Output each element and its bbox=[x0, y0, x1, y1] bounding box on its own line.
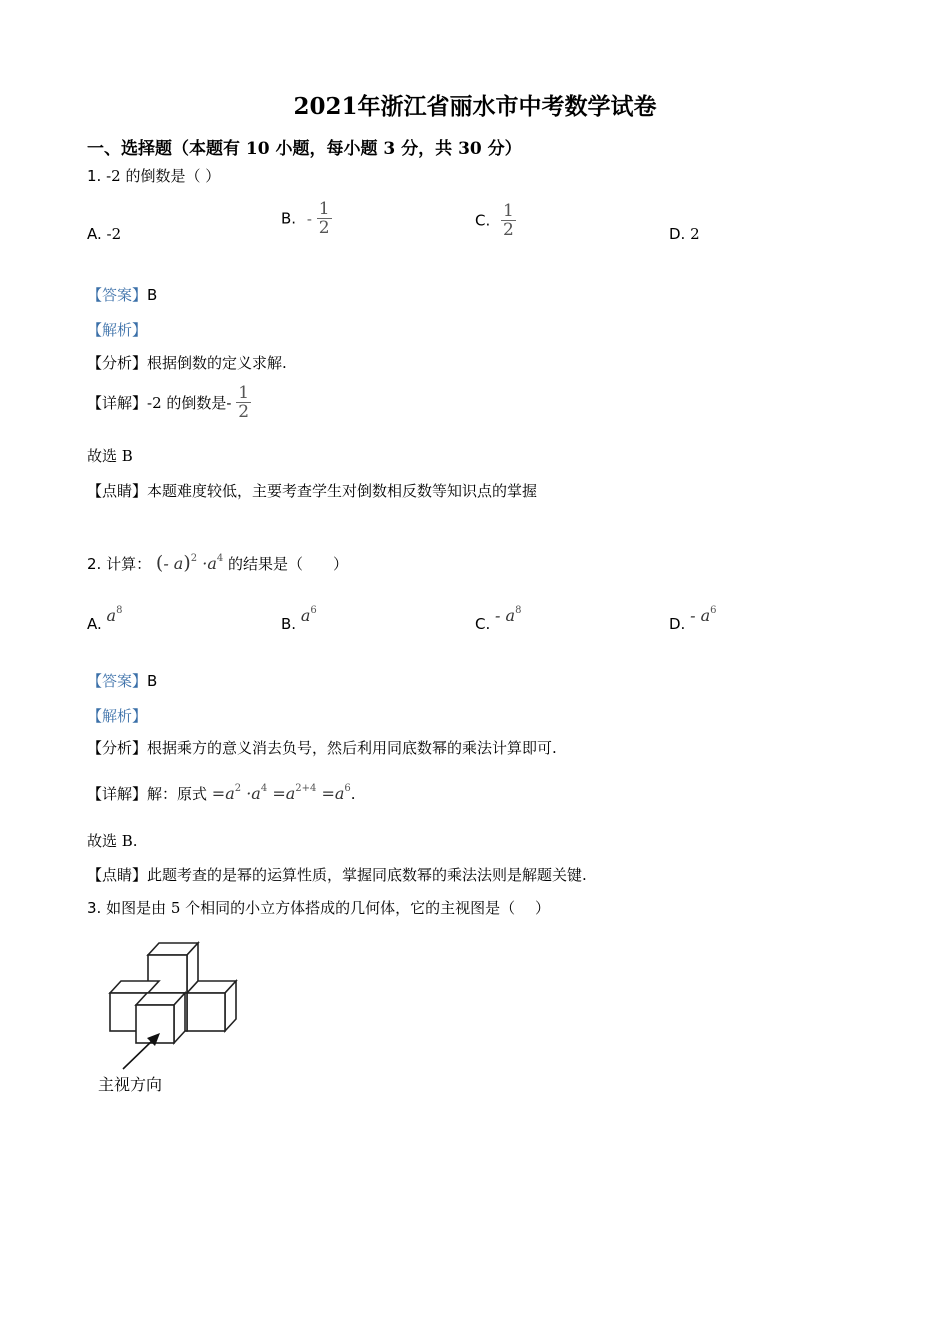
q2-answer-tag: 【答案】 bbox=[87, 672, 148, 690]
q2-xj-e4: 6 bbox=[344, 783, 351, 794]
q1-answer bbox=[87, 284, 157, 305]
q2-option-b-expr bbox=[301, 606, 317, 625]
q2-expr-dot: ·a bbox=[202, 554, 217, 573]
q2-xiangjie bbox=[87, 783, 356, 804]
q1-option-c-numerator: 1 bbox=[503, 201, 514, 221]
q1-option-b-fraction bbox=[317, 200, 332, 237]
q1-option-a-value: -2 bbox=[106, 225, 122, 243]
q1-text: -2 的倒数是（ ） bbox=[106, 167, 221, 185]
q1-xiangjie-text: 【详解】-2 的倒数是- bbox=[87, 394, 232, 412]
q3-figure-caption: 主视方向 bbox=[98, 1075, 163, 1094]
q2-option-c-base: - a bbox=[495, 606, 516, 625]
q1-answer-value: B bbox=[147, 286, 158, 304]
q2-answer bbox=[87, 670, 157, 691]
q2-option-c bbox=[475, 605, 522, 633]
q2-option-a-exp: 8 bbox=[116, 605, 123, 616]
question-3 bbox=[87, 897, 550, 918]
q1-fenxi: 【分析】根据倒数的定义求解. bbox=[87, 354, 287, 372]
q2-prefix: 计算： bbox=[106, 555, 152, 573]
q1-option-c bbox=[475, 202, 516, 239]
q1-xiangjie-numerator: 1 bbox=[238, 383, 250, 403]
q2-expr-open: ( bbox=[155, 552, 164, 574]
q1-option-b-label: B. bbox=[281, 209, 297, 228]
q3-number: 3. bbox=[87, 899, 102, 917]
q2-option-d-base: - a bbox=[690, 606, 711, 625]
q1-answer-tag: 【答案】 bbox=[87, 286, 148, 304]
q2-option-c-label: C. bbox=[475, 615, 491, 633]
q2-xiangjie-expression bbox=[212, 784, 351, 803]
q1-option-b-denominator: 2 bbox=[318, 218, 330, 238]
q2-option-b bbox=[281, 605, 317, 633]
question-2 bbox=[87, 552, 348, 574]
q2-xj-e3: 2+4 bbox=[295, 783, 317, 794]
q2-xj-dot: ·a bbox=[246, 784, 261, 803]
q1-option-a-label: A. bbox=[87, 225, 102, 243]
q2-option-d-expr bbox=[690, 606, 716, 625]
q1-option-b-sign: - bbox=[306, 209, 312, 228]
q1-dianjing: 【点睛】本题难度较低，主要考查学生对倒数相反数等知识点的掌握 bbox=[87, 482, 538, 500]
q1-option-b bbox=[281, 200, 332, 237]
q2-expr-exp1: 2 bbox=[190, 553, 198, 564]
question-1 bbox=[87, 165, 220, 186]
q1-guxuan: 故选 B bbox=[87, 447, 133, 465]
q2-fenxi: 【分析】根据乘方的意义消去负号，然后利用同底数幂的乘法计算即可. bbox=[87, 739, 557, 757]
q1-option-d-value: 2 bbox=[690, 225, 700, 243]
q2-option-b-label: B. bbox=[281, 615, 297, 633]
q2-dianjing: 【点睛】此题考查的是幂的运算性质，掌握同底数幂的乘法法则是解题关键. bbox=[87, 866, 587, 884]
q1-option-c-fraction bbox=[501, 202, 516, 239]
q2-option-d bbox=[669, 605, 717, 633]
q3-cube-figure bbox=[95, 935, 245, 1095]
q1-option-b-numerator: 1 bbox=[318, 199, 330, 219]
q2-expr-neg: - a bbox=[163, 554, 184, 573]
q2-xj-eq2: =a bbox=[272, 784, 296, 803]
q2-option-a-label: A. bbox=[87, 615, 102, 633]
section-heading: 一、选择题（本题有 10 小题，每小题 3 分，共 30 分） bbox=[87, 139, 522, 159]
q2-jiexi: 【解析】 bbox=[87, 707, 148, 725]
q2-option-c-exp: 8 bbox=[515, 605, 522, 616]
right-cube-front-face bbox=[187, 993, 225, 1031]
q2-xj-end: . bbox=[350, 785, 356, 803]
q2-expr-exp2: 4 bbox=[216, 553, 224, 564]
q2-answer-value: B bbox=[147, 672, 158, 690]
q2-option-d-label: D. bbox=[669, 615, 686, 633]
q1-xiangjie bbox=[87, 384, 251, 421]
q2-xj-eq1: =a bbox=[211, 784, 235, 803]
q2-option-a-base: a bbox=[106, 606, 117, 625]
q1-option-c-denominator: 2 bbox=[503, 220, 514, 240]
q1-option-d-label: D. bbox=[669, 225, 686, 243]
q2-guxuan: 故选 B. bbox=[87, 832, 138, 850]
q1-option-c-label: C. bbox=[475, 211, 491, 230]
q2-option-a bbox=[87, 605, 123, 633]
q1-jiexi: 【解析】 bbox=[87, 321, 148, 339]
q1-xiangjie-denominator: 2 bbox=[238, 402, 250, 422]
q1-option-a bbox=[87, 225, 121, 243]
page-title: 2021年浙江省丽水市中考数学试卷 bbox=[293, 93, 657, 120]
q1-option-d bbox=[669, 225, 700, 243]
q2-xj-e2: 4 bbox=[260, 783, 268, 794]
q2-expr-close: ) bbox=[183, 552, 191, 574]
q2-option-b-base: a bbox=[300, 606, 311, 625]
q2-xj-eq3: =a bbox=[321, 784, 345, 803]
q2-expression bbox=[156, 554, 223, 573]
q2-number: 2. bbox=[87, 555, 102, 573]
q2-option-b-exp: 6 bbox=[310, 605, 317, 616]
q3-text: 如图是由 5 个相同的小立方体搭成的几何体，它的主视图是（ ） bbox=[106, 899, 550, 917]
q2-xiangjie-prefix: 【详解】解：原式 bbox=[87, 785, 208, 803]
q2-option-a-expr bbox=[107, 606, 123, 625]
q2-option-d-exp: 6 bbox=[710, 605, 717, 616]
q1-number: 1. bbox=[87, 167, 102, 185]
q2-option-c-expr bbox=[495, 606, 521, 625]
q2-xj-e1: 2 bbox=[234, 783, 242, 794]
q1-xiangjie-fraction bbox=[236, 384, 251, 421]
q2-suffix: 的结果是（ ） bbox=[228, 555, 349, 573]
